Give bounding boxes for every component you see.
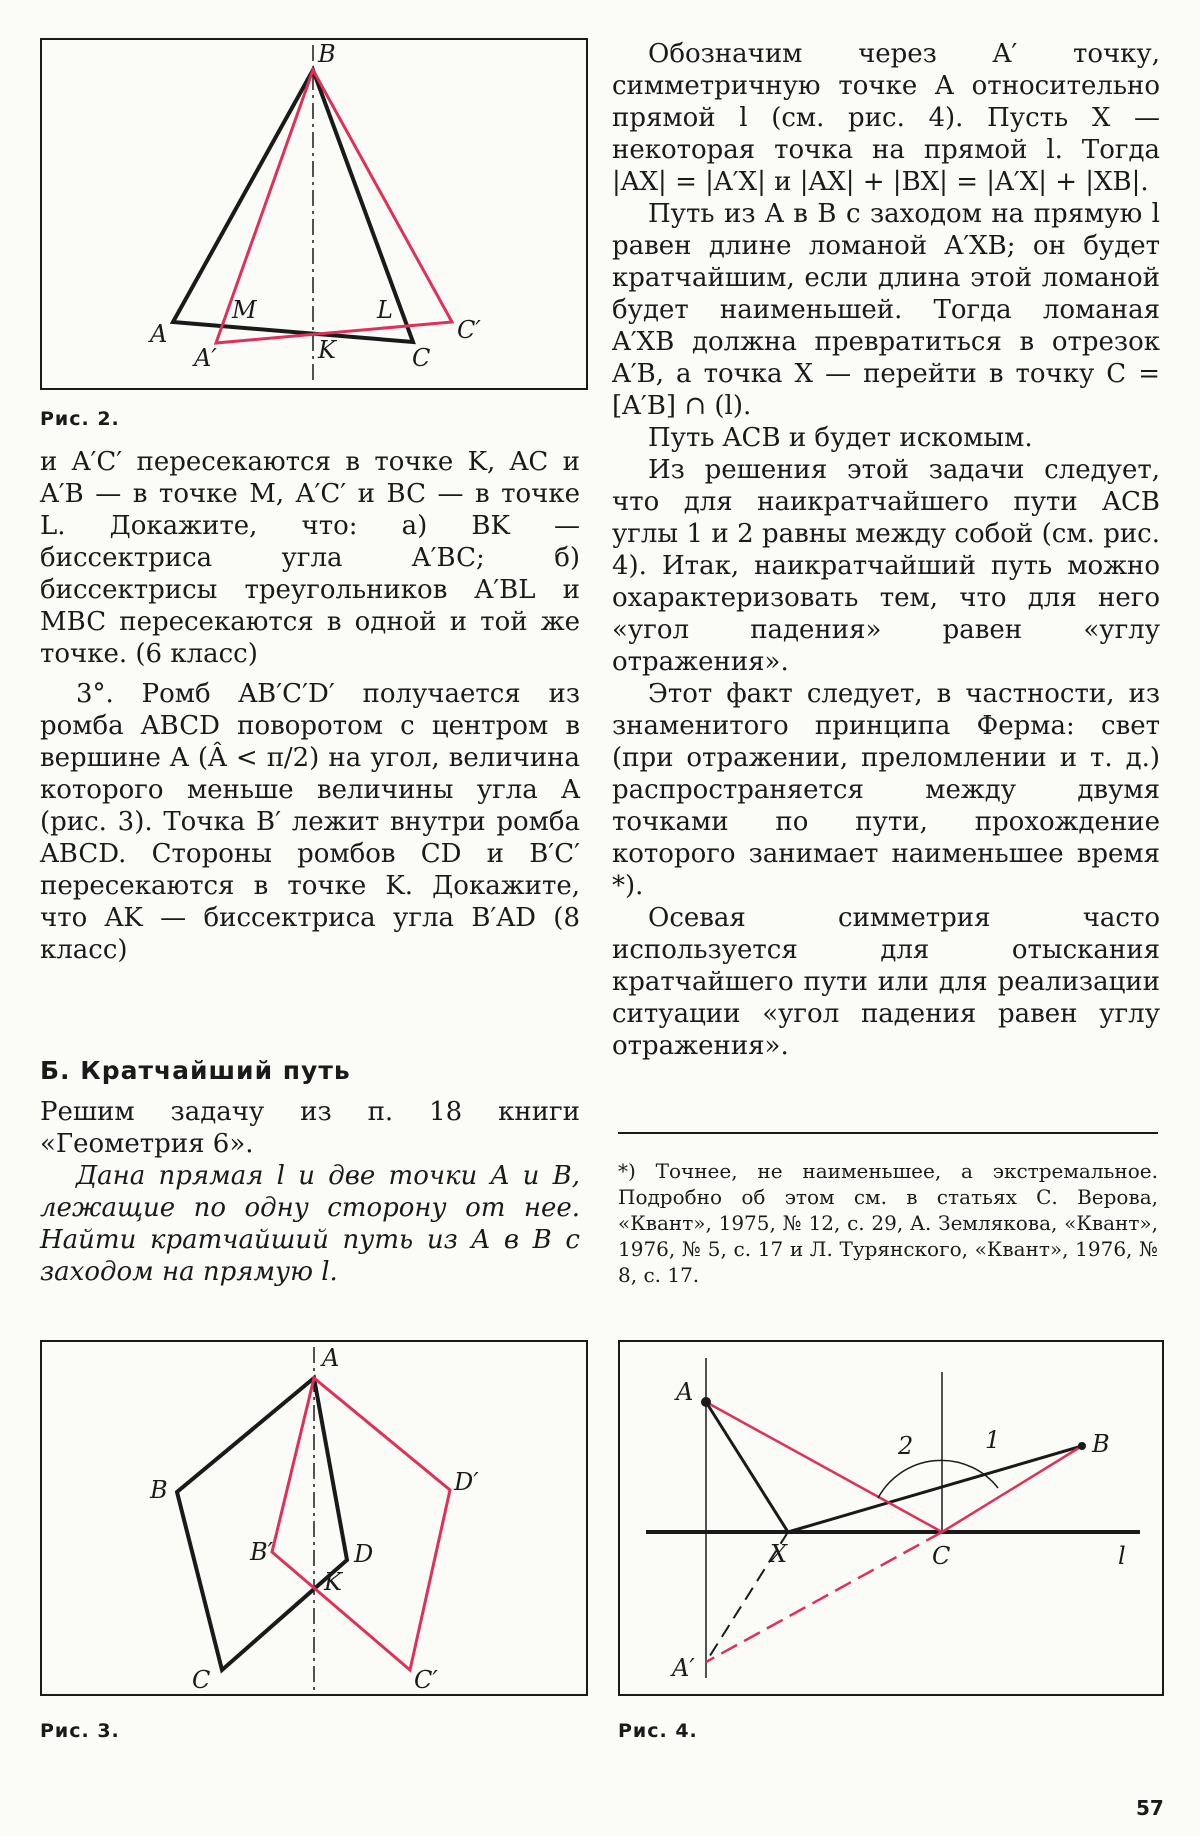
figure-2-drawing — [42, 40, 586, 388]
fig4-label-B: B — [1092, 1430, 1110, 1458]
fig3-label-D-prime: D′ — [454, 1468, 479, 1496]
fig2-label-K: K — [318, 336, 336, 364]
fig3-label-C: C — [192, 1666, 211, 1694]
fig2-label-B: B — [318, 40, 336, 68]
fig2-label-A-prime: A′ — [194, 344, 217, 372]
right-paragraph-4: Из решения этой задачи следует, что для наикратчайшего пути ACB углы 1 и 2 равны между собой (см. рис. 4). Итак, наикратчайший путь можно охарактеризовать тем, что для него «угол падения» равен «углу отражения». — [612, 455, 1160, 677]
fig2-label-A: A — [150, 320, 168, 348]
fig3-label-C-prime: C′ — [414, 1666, 438, 1694]
left-paragraph-1: и A′C′ пересекаются в точке K, AC и A′B — в точке M, A′C′ и BC — в точке L. Докажите, что: а) BK — биссектриса угла A′BC; б) биссектрисы треугольников A′BL и MBC пересекаются в одной и той же точке. (6 класс) — [40, 447, 580, 669]
fig3-label-B: B — [150, 1476, 168, 1504]
fig2-label-L: L — [377, 296, 393, 324]
fig4-label-l: l — [1118, 1542, 1126, 1570]
fig4-angle-1: 1 — [985, 1426, 1001, 1454]
figure-4 — [618, 1340, 1164, 1696]
figure-2-caption: Рис. 2. — [40, 408, 120, 430]
fig3-label-B-prime: B′ — [250, 1538, 274, 1566]
fig4-label-A-prime: A′ — [672, 1654, 695, 1682]
fig4-label-X: X — [770, 1540, 788, 1568]
fig3-label-K: K — [324, 1568, 342, 1596]
left-paragraph-2: 3°. Ромб AB′C′D′ получается из ромба ABCD поворотом с центром в вершине A (Â < π/2) на угол, величина которого меньше величины угла A (рис. 3). Точка B′ лежит внутри ромба ABCD. Стороны ромбов CD и B′C′ пересекаются в точке K. Докажите, что AK — биссектриса угла B′AD (8 класс) — [40, 679, 580, 965]
left-paragraph-4: Дана прямая l и две точки A и B, лежащие по одну сторону от нее. Найти кратчайший путь из A в B с заходом на прямую l. — [40, 1161, 580, 1287]
figure-3-drawing — [42, 1342, 586, 1694]
page-number: 57 — [1136, 1796, 1164, 1820]
fig3-label-A: A — [322, 1344, 340, 1372]
right-paragraph-1: Обозначим через A′ точку, симметричную точке A относительно прямой l (см. рис. 4). Пусть X — некоторая точка на прямой l. Тогда |AX| = |A′X| и |AX| + |BX| = |A′X| + |XB|. — [612, 39, 1160, 197]
fig2-label-M: M — [232, 296, 257, 324]
right-paragraph-3: Путь ACB и будет искомым. — [648, 423, 1033, 453]
fig3-label-D: D — [354, 1540, 374, 1568]
figure-3 — [40, 1340, 588, 1696]
fig4-label-A: A — [676, 1378, 694, 1406]
fig2-label-C: C — [412, 344, 431, 372]
right-column — [612, 38, 1160, 1062]
fig4-label-C: C — [932, 1542, 951, 1570]
footnote-divider — [618, 1132, 1158, 1134]
section-title: Б. Кратчайший путь — [40, 1056, 351, 1085]
right-paragraph-6: Осевая симметрия часто используется для отыскания кратчайшего пути или для реализации ситуации «угол падения равен углу отражения». — [612, 903, 1160, 1061]
figure-4-drawing — [620, 1342, 1162, 1694]
fig2-label-C-prime: C′ — [457, 316, 481, 344]
figure-3-caption: Рис. 3. — [40, 1720, 120, 1742]
fig4-angle-2: 2 — [898, 1432, 914, 1460]
right-paragraph-5: Этот факт следует, в частности, из знаменитого принципа Ферма: свет (при отражении, преломлении и т. д.) распространяется между двумя точками по пути, прохождение которого занимает наименьшее время *). — [612, 679, 1160, 901]
figure-4-caption: Рис. 4. — [618, 1720, 698, 1742]
left-column-upper — [40, 446, 580, 966]
left-column-lower — [40, 1096, 580, 1288]
figure-2 — [40, 38, 588, 390]
left-paragraph-3: Решим задачу из п. 18 книги «Геометрия 6». — [40, 1097, 580, 1159]
right-paragraph-2: Путь из A в B с заходом на прямую l равен длине ломаной A′XB; он будет кратчайшим, если длина этой ломаной будет наименьшей. Тогда ломаная A′XB должна превратиться в отрезок A′B, а точка X — перейти в точку C = [A′B] ∩ (l). — [612, 199, 1160, 421]
footnote: *) Точнее, не наименьшее, а экстремальное. Подробно об этом см. в статьях С. Верова, «Квант», 1975, № 12, с. 29, А. Землякова, «Квант», 1976, № 5, с. 17 и Л. Турянского, «Квант», 1976, № 8, с. 17. — [618, 1159, 1158, 1287]
